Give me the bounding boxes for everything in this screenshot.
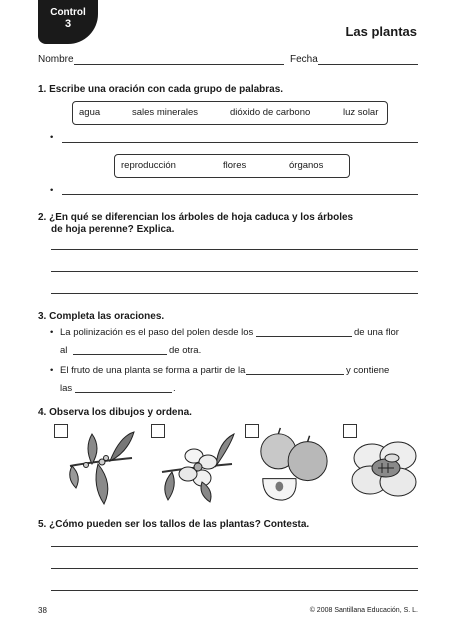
question-3: 3. Completa las oraciones.: [38, 311, 165, 322]
branch-flower-image: [158, 428, 236, 506]
word-box-2: [114, 154, 350, 178]
control-number: 3: [64, 18, 72, 30]
page-number: 38: [38, 606, 47, 615]
word-flores: flores: [223, 160, 247, 171]
sentence-2d: .: [173, 383, 176, 394]
question-4: 4. Observa los dibujos y ordena.: [38, 407, 192, 418]
page-title: Las plantas: [345, 24, 417, 39]
date-field[interactable]: [318, 64, 418, 65]
sentence-1b: de una flor: [354, 327, 399, 338]
name-label: Nombre: [38, 54, 74, 65]
question-2-line1: 2. ¿En qué se diferencian los árboles de hoja caduca y los árboles: [38, 212, 354, 223]
answer-line-5b[interactable]: [51, 568, 418, 569]
bullet: •: [50, 132, 54, 143]
word-reproduccion: reproducción: [121, 160, 176, 171]
answer-line-5a[interactable]: [51, 546, 418, 547]
flower-bee-image: [346, 428, 424, 506]
answer-line-2c[interactable]: [51, 293, 418, 294]
word-agua: agua: [79, 107, 101, 118]
sentence-2c: las: [60, 383, 73, 394]
sentence-1a: La polinización es el paso del polen desde los: [60, 327, 254, 338]
blank-1a[interactable]: [256, 336, 352, 337]
bullet: •: [50, 185, 54, 196]
word-dioxido: dióxido de carbono: [230, 107, 311, 118]
control-tab: [38, 0, 98, 44]
copyright: © 2008 Santillana Educación, S. L.: [309, 607, 418, 614]
apples-image: [254, 426, 332, 504]
name-field[interactable]: [74, 64, 284, 65]
date-label: Fecha: [290, 54, 318, 65]
control-label: Control: [50, 7, 86, 18]
blank-2a[interactable]: [246, 374, 344, 375]
answer-line-1b[interactable]: [62, 194, 418, 195]
branch-buds-image: [62, 428, 140, 506]
word-sales-minerales: sales minerales: [132, 107, 198, 118]
sentence-2b: y contiene: [346, 365, 390, 376]
bullet: •: [50, 327, 54, 338]
question-5: 5. ¿Cómo pueden ser los tallos de las plantas? Contesta.: [38, 519, 310, 530]
bullet: •: [50, 365, 54, 376]
answer-line-2b[interactable]: [51, 271, 418, 272]
answer-line-2a[interactable]: [51, 249, 418, 250]
word-organos: órganos: [289, 160, 324, 171]
blank-2b[interactable]: [75, 392, 172, 393]
answer-line-5c[interactable]: [51, 590, 418, 591]
blank-1b[interactable]: [73, 354, 167, 355]
question-1: 1. Escribe una oración con cada grupo de palabras.: [38, 84, 284, 95]
sentence-2a: El fruto de una planta se forma a partir de la: [60, 365, 246, 376]
sentence-1c: al: [60, 345, 68, 356]
answer-line-1a[interactable]: [62, 142, 418, 143]
word-luz-solar: luz solar: [343, 107, 379, 118]
question-2-line2: de hoja perenne? Explica.: [51, 224, 175, 235]
sentence-1d: de otra.: [169, 345, 202, 356]
word-box-1: [72, 101, 388, 125]
